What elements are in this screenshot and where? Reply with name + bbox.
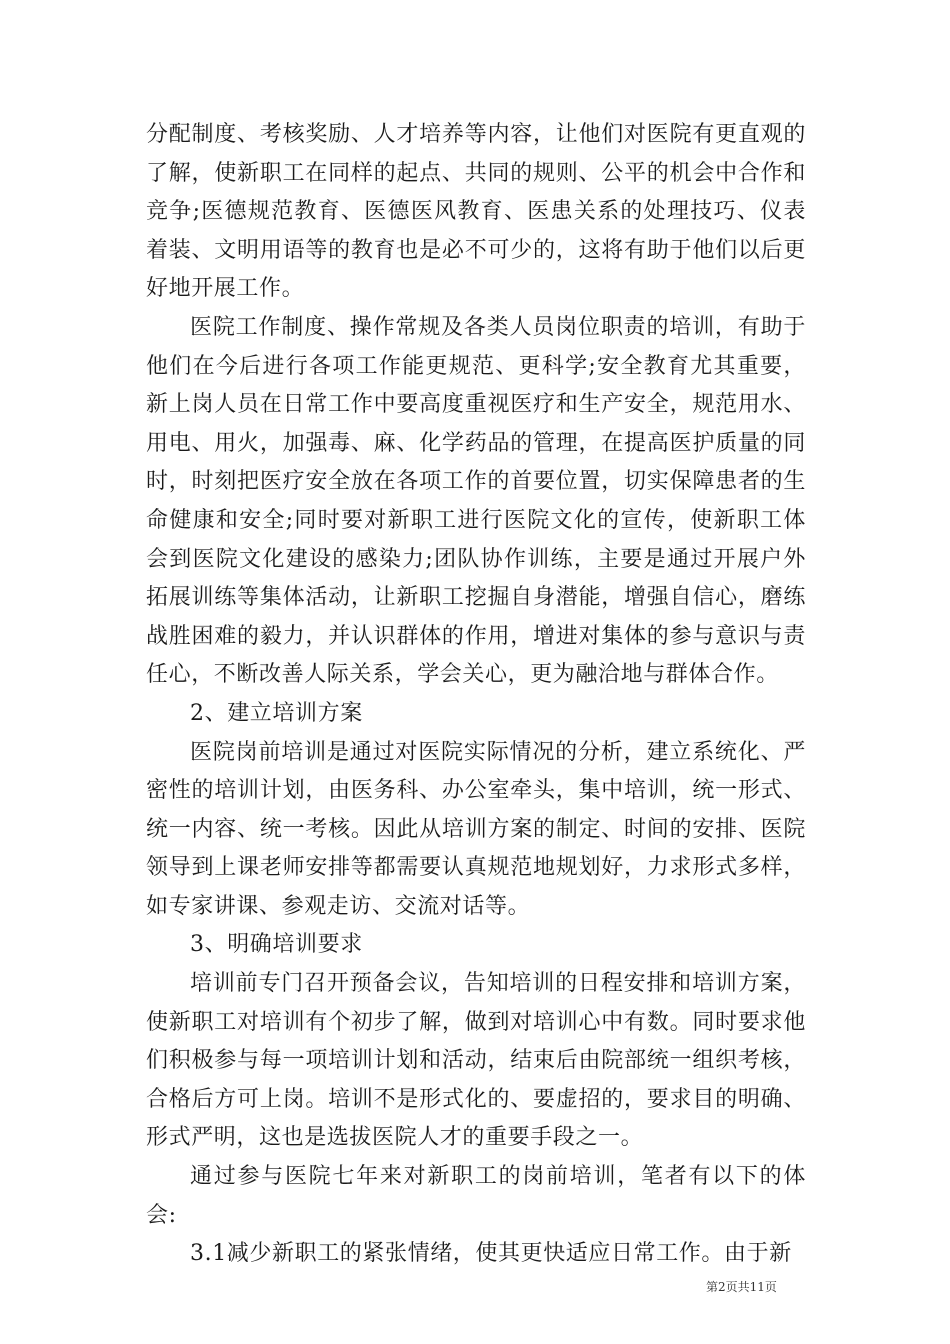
- section-heading-training-plan: 2、建立培训方案: [190, 700, 363, 726]
- document-body: [146, 116, 806, 1274]
- paragraph-training-plan: 医院岗前培训是通过对医院实际情况的分析，建立系统化、严密性的培训计划，由医务科、办公室牵头，集中培训，统一形式、统一内容、统一考核。因此从培训方案的制定、时间的安排、医院领导到上课老师安排等都需要认真规范地规划好，力求形式多样，如专家讲课、参观走访、交流对话等。: [146, 739, 806, 919]
- paragraph-experience-3-1: 3.1减少新职工的紧张情绪，使其更快适应日常工作。由于新: [190, 1241, 792, 1267]
- paragraph-training-requirements: 培训前专门召开预备会议，告知培训的日程安排和培训方案，使新职工对培训有个初步了解，做到对培训心中有数。同时要求他们积极参与每一项培训计划和活动，结束后由院部统一组织考核，合格后方可上岗。培训不是形式化的、要虚招的，要求目的明确、形式严明，这也是选拔医院人才的重要手段之一。: [146, 971, 806, 1151]
- paragraph-orientation-content: 分配制度、考核奖励、人才培养等内容，让他们对医院有更直观的了解，使新职工在同样的起点、共同的规则、公平的机会中合作和竞争;医德规范教育、医德医风教育、医患关系的处理技巧、仪表着装、文明用语等的教育也是必不可少的，这将有助于他们以后更好地开展工作。: [146, 122, 806, 302]
- page-number-footer: 第2页共11页: [706, 1280, 777, 1294]
- section-heading-training-requirements: 3、明确培训要求: [190, 932, 363, 958]
- paragraph-experience-intro: 通过参与医院七年来对新职工的岗前培训，笔者有以下的体会:: [146, 1164, 806, 1228]
- paragraph-rules-safety-training: 医院工作制度、操作常规及各类人员岗位职责的培训，有助于他们在今后进行各项工作能更规范、更科学;安全教育尤其重要，新上岗人员在日常工作中要高度重视医疗和生产安全，规范用水、用电、用火，加强毒、麻、化学药品的管理，在提高医护质量的同时，时刻把医疗安全放在各项工作的首要位置，切实保障患者的生命健康和安全;同时要对新职工进行医院文化的宣传，使新职工体会到医院文化建设的感染力;团队协作训练，主要是通过开展户外拓展训练等集体活动，让新职工挖掘自身潜能，增强自信心，磨练战胜困难的毅力，并认识群体的作用，增进对集体的参与意识与责任心，不断改善人际关系，学会关心，更为融洽地与群体合作。: [146, 314, 806, 688]
